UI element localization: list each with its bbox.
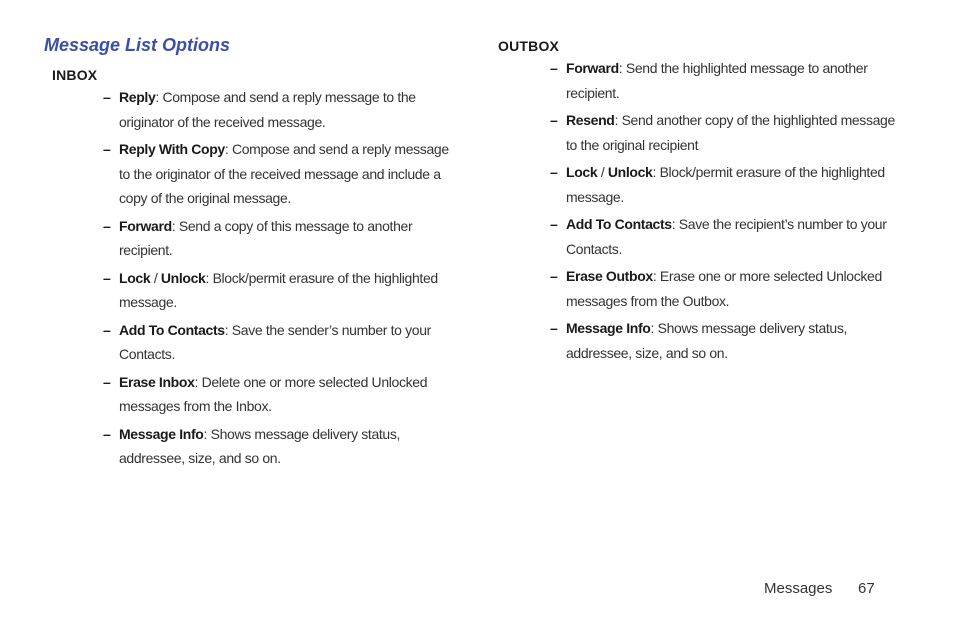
dash-bullet: – (103, 269, 111, 286)
dash-bullet: – (103, 321, 111, 338)
option-term: Lock (119, 269, 151, 286)
dash-bullet: – (103, 425, 111, 442)
dash-bullet: – (103, 373, 111, 390)
option-description: : Save the sender’s number to your Contacts. (119, 321, 431, 362)
option-description: : Send the highlighted message to another recipient. (566, 60, 868, 101)
option-description: : Send a copy of this message to another recipient. (119, 217, 413, 258)
option-description: : Erase one or more selected Unlocked messages from the Outbox. (566, 268, 882, 309)
inbox-item-erase-inbox (100, 370, 460, 419)
inbox-heading: INBOX (52, 67, 98, 83)
option-separator: / (597, 164, 608, 180)
option-description: : Shows message delivery status, addressee, size, and so on. (566, 320, 848, 361)
outbox-item-resend (547, 108, 907, 157)
option-description: : Block/permit erasure of the highlighted message. (119, 269, 438, 310)
option-term: Reply (119, 89, 156, 105)
footer-section-name: Messages (764, 580, 833, 597)
option-term: Add To Contacts (119, 321, 225, 338)
inbox-item-forward (100, 214, 460, 263)
page-footer (760, 578, 880, 600)
page-number: 67 (858, 580, 875, 597)
dash-bullet: – (550, 320, 558, 336)
option-description: : Delete one or more selected Unlocked messages from the Inbox. (119, 373, 428, 414)
inbox-item-add-to-contacts (100, 318, 460, 367)
option-term: Lock (566, 164, 598, 180)
option-term: Forward (566, 60, 619, 76)
inbox-item-reply (100, 85, 460, 134)
option-description: : Compose and send a reply message to the originator of the received message and include a copy of the original message. (119, 141, 449, 206)
option-term: Erase Inbox (119, 373, 195, 390)
option-term: Message Info (566, 320, 651, 336)
dash-bullet: – (103, 217, 111, 234)
outbox-item-lock-unlock (547, 160, 907, 209)
option-term: Reply With Copy (119, 141, 225, 157)
option-description: : Shows message delivery status, addressee, size, and so on. (119, 425, 401, 466)
dash-bullet: – (550, 112, 558, 128)
outbox-item-message-info (547, 316, 907, 365)
inbox-item-reply-with-copy (100, 137, 460, 211)
option-term: Erase Outbox (566, 268, 653, 284)
dash-bullet: – (550, 164, 558, 180)
option-description: : Block/permit erasure of the highlighted message. (566, 164, 885, 205)
option-separator: / (150, 269, 161, 286)
inbox-item-lock-unlock (100, 266, 460, 315)
option-term: Message Info (119, 425, 204, 442)
dash-bullet: – (550, 60, 558, 76)
dash-bullet: – (103, 89, 111, 105)
option-term: Add To Contacts (566, 216, 672, 232)
inbox-item-message-info (100, 422, 460, 471)
outbox-item-forward (547, 56, 907, 105)
option-term-secondary: Unlock (607, 164, 653, 180)
outbox-item-erase-outbox (547, 264, 907, 313)
option-term: Forward (119, 217, 172, 234)
dash-bullet: – (550, 268, 558, 284)
dash-bullet: – (103, 141, 111, 157)
outbox-item-add-to-contacts (547, 212, 907, 261)
page-title: Message List Options (44, 35, 231, 55)
option-description: : Compose and send a reply message to the originator of the received message. (119, 89, 416, 130)
dash-bullet: – (550, 216, 558, 232)
inbox-options-list (100, 85, 460, 474)
outbox-heading: OUTBOX (498, 38, 560, 54)
option-description: : Save the recipient’s number to your Contacts. (566, 216, 887, 257)
option-description: : Send another copy of the highlighted message to the original recipient (566, 112, 895, 153)
option-term-secondary: Unlock (160, 269, 206, 286)
option-term: Resend (566, 112, 615, 128)
outbox-options-list (547, 56, 907, 368)
